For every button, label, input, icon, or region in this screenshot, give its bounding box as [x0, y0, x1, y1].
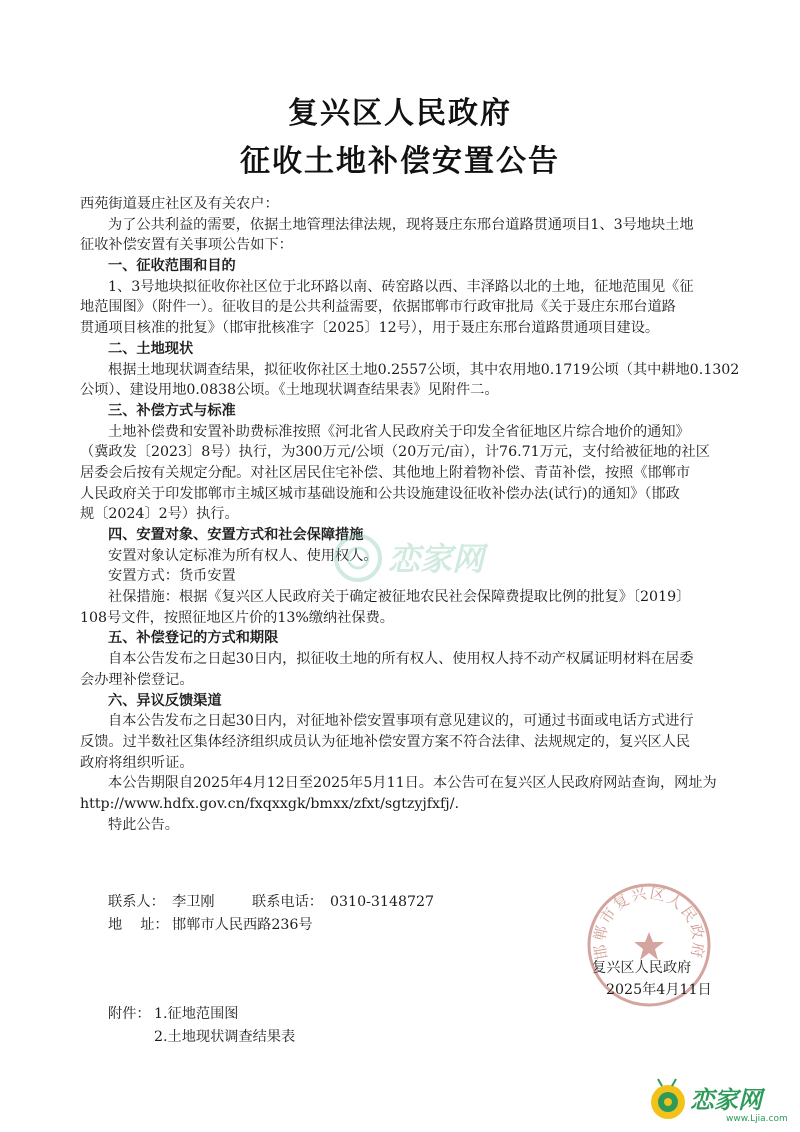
seal-text: 邯郸市复兴区人民政府 [590, 884, 708, 962]
contact-name: 李卫刚 [172, 894, 215, 910]
title-notice: 征收土地补偿安置公告 [240, 144, 560, 179]
address-value: 邯郸市人民西路236号 [172, 917, 313, 933]
paragraph-line: 居委会后按有关规定分配。对社区居民住宅补偿、其他地上附着物补偿、青苗补偿，按照《邯郸市 [80, 464, 691, 481]
watermark-logo [330, 528, 500, 588]
paragraph-line: 社保措施：根据《复兴区人民政府关于确定被征地农民社会保障费提取比例的批复》〔2019〕 [108, 589, 691, 606]
attachment-item: 1.征地范围图 [154, 1006, 239, 1022]
paragraph-line: 根据土地现状调查结果，拟征收你社区土地0.2557公顷，其中农用地0.1719公顷（其中耕地0.1302 [108, 361, 740, 378]
site-logo [648, 1078, 788, 1124]
phone-number: 0310-3148727 [330, 894, 435, 910]
watermark-text: 恋家网 [388, 540, 485, 578]
paragraph-line: 本公告期限自2025年4月12日至2025年5月11日。本公告可在复兴区人民政府网站查询，网址为 [108, 775, 717, 792]
website-url: http://www.hdfx.gov.cn/fxqxxgk/bmxx/zfxt/sgtzyjfxfj/. [80, 795, 459, 812]
attachment-item: 2.土地现状调查结果表 [154, 1029, 296, 1045]
paragraph-line: 108号文件，按照征地区片价的13%缴纳社保费。 [80, 609, 394, 626]
address-label: 地 址： [108, 917, 169, 933]
closing-text: 特此公告。 [108, 816, 179, 833]
phone-label: 联系电话： [252, 894, 323, 910]
section-heading-objection: 六、异议反馈渠道 [108, 692, 222, 709]
title-issuer: 复兴区人民政府 [288, 96, 512, 131]
logo-url: www.Ljia.com [726, 1114, 788, 1124]
paragraph-line: 贯通项目核准的批复》（邯审批核准字〔2025〕12号），用于聂庄东邢台道路贯通项目建设。 [80, 320, 660, 337]
paragraph-line: 安置方式：货币安置 [108, 568, 236, 585]
paragraph-line: 自本公告发布之日起30日内，对征地补偿安置事项有意见建议的，可通过书面或电话方式进行 [108, 713, 694, 730]
section-heading-resettlement: 四、安置对象、安置方式和社会保障措施 [108, 527, 364, 543]
paragraph-line: 土地补偿费和安置补助费标准按照《河北省人民政府关于印发全省征地区片综合地价的通知》 [108, 423, 690, 440]
paragraph-line: 公顷）、建设用地0.0838公顷。《土地现状调查结果表》见附件二。 [80, 382, 499, 399]
section-heading-registration: 五、补偿登记的方式和期限 [108, 630, 279, 647]
paragraph-line: 地范围图》（附件一）。征收目的是公共利益需要，依据邯郸市行政审批局《关于聂庄东邢台道路 [80, 299, 676, 316]
paragraph-line: 反馈。过半数社区集体经济组织成员认为征地补偿安置方案不符合法律、法规规定的，复兴区人民 [80, 733, 691, 750]
attachment-label: 附件： [108, 1006, 151, 1022]
paragraph-line: 政府将组织听证。 [80, 754, 194, 771]
notice-body [80, 194, 740, 835]
paragraph-line: 规〔2024〕2号）执行。 [80, 506, 239, 523]
paragraph-line: 自本公告发布之日起30日内，拟征收土地的所有权人、使用权人持不动产权属证明材料在居委 [108, 651, 694, 668]
paragraph-line: 会办理补偿登记。 [80, 671, 194, 688]
issue-date: 2025年4月11日 [606, 982, 712, 998]
paragraph-line: 安置对象认定标准为所有权人、使用权人。 [108, 547, 378, 564]
logo-text: 恋家网 [690, 1086, 762, 1114]
section-heading-land-status: 二、土地现状 [108, 340, 194, 357]
intro-line: 为了公共利益的需要，依据土地管理法律法规，现将聂庄东邢台道路贯通项目1、3号地块土地 [108, 216, 694, 233]
intro-line: 征收补偿安置有关事项公告如下： [80, 237, 293, 254]
signer-name: 复兴区人民政府 [592, 960, 692, 976]
section-heading-compensation: 三、补偿方式与标准 [108, 402, 236, 419]
paragraph-line: 人民政府关于印发邯郸市主城区城市基础设施和公共设施建设征收补偿办法(试行)的通知》（邯政 [80, 485, 680, 502]
paragraph-line: （冀政发〔2023〕8号）执行，为300万元/公顷（20万元/亩），计76.71万元，支付给被征地的社区 [80, 444, 710, 461]
contact-label: 联系人： [108, 894, 165, 910]
section-heading-scope: 一、征收范围和目的 [108, 258, 236, 275]
paragraph-line: 1、3号地块拟征收你社区位于北环路以南、砖窑路以西、丰泽路以北的土地，征地范围见《征 [108, 278, 694, 295]
addressee: 西苑街道聂庄社区及有关农户： [80, 196, 279, 212]
